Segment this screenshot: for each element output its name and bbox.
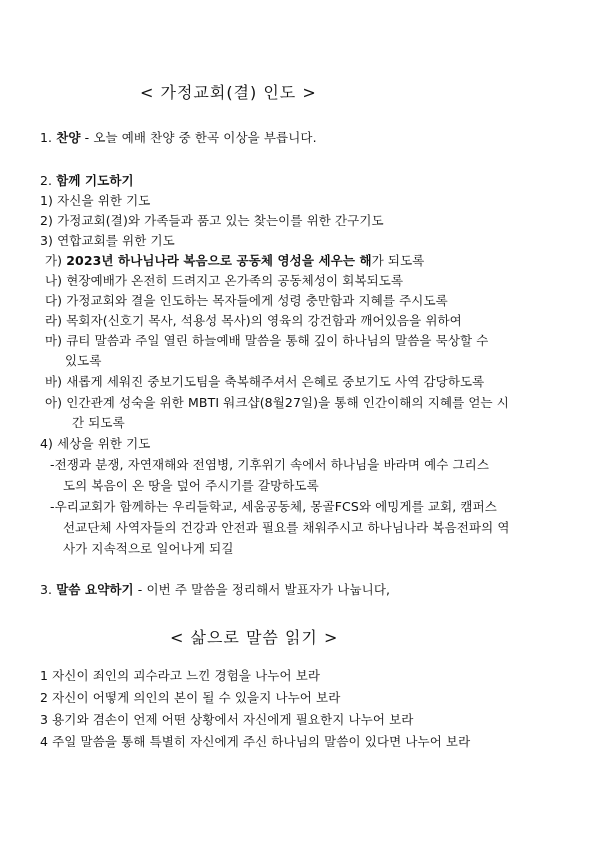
- prayer-subitem-continued: 있도록: [65, 353, 102, 368]
- reading-question: 3 용기와 겸손이 언제 어떤 상황에서 자신에게 필요한지 나누어 보라: [40, 712, 414, 727]
- prayer-subitem: [45, 253, 424, 269]
- prayer-item: 2) 가정교회(결)와 가족들과 품고 있는 찾는이를 위한 간구기도: [40, 213, 384, 228]
- reading-question: 1 자신이 죄인의 괴수라고 느낀 경험을 나누어 보라: [40, 668, 321, 683]
- world-prayer-continued: 도의 복음이 온 땅을 덮어 주시기를 갈망하도록: [63, 478, 319, 493]
- section-number: 2.: [40, 173, 53, 188]
- subitem-suffix: 가 되도록: [371, 253, 425, 268]
- prayer-item: 4) 세상을 위한 기도: [40, 436, 151, 451]
- reading-question: 2 자신이 어떻게 의인의 본이 될 수 있을지 나누어 보라: [40, 690, 341, 705]
- subitem-prefix: 가): [45, 253, 67, 268]
- prayer-subitem: 아) 인간관계 성숙을 위한 MBTI 워크샵(8월27일)을 통해 인간이해의 지혜를 얻는 시: [45, 395, 509, 410]
- section-number: 1.: [40, 130, 53, 145]
- prayer-subitem: 나) 현장예배가 온전히 드려지고 온가족의 공동체성이 회복되도록: [45, 273, 404, 288]
- section-text: - 이번 주 말씀을 정리해서 발표자가 나눕니다,: [133, 582, 391, 597]
- section-chant: [40, 130, 317, 146]
- section-summary: [40, 582, 390, 598]
- prayer-subitem: 라) 목회자(신호기 목사, 석용성 목사)의 영육의 강건함과 깨어있음을 위하여: [45, 313, 462, 328]
- world-prayer: -전쟁과 분쟁, 자연재해와 전염병, 기후위기 속에서 하나님을 바라며 예수 그리스: [50, 457, 490, 472]
- world-prayer-continued: 선교단체 사역자들의 건강과 안전과 필요를 채워주시고 하나님나라 복음전파의 역: [63, 520, 510, 535]
- prayer-subitem: 마) 큐티 말씀과 주일 열린 하늘예배 말씀을 통해 깊이 하나님의 말씀을 묵상할 수: [45, 333, 489, 348]
- reading-title: < 삶으로 말씀 읽기 >: [170, 628, 339, 647]
- section-label: 말씀 요약하기: [56, 582, 134, 597]
- prayer-subitem: 바) 새롭게 세워진 중보기도팀을 축복해주셔서 은혜로 중보기도 사역 감당하도록: [45, 374, 485, 389]
- section-label: 함께 기도하기: [56, 173, 134, 188]
- page-title: < 가정교회(결) 인도 >: [140, 83, 317, 102]
- prayer-subitem-continued: 간 되도록: [72, 415, 125, 430]
- world-prayer-continued: 사가 지속적으로 일어나게 되길: [63, 541, 234, 556]
- section-number: 3.: [40, 582, 53, 597]
- prayer-subitem: 다) 가정교회와 결을 인도하는 목자들에게 성령 충만함과 지혜를 주시도록: [45, 293, 448, 308]
- reading-question: 4 주일 말씀을 통해 특별히 자신에게 주신 하나님의 말씀이 있다면 나누어 보라: [40, 734, 471, 749]
- section-label: 찬양: [56, 130, 81, 145]
- section-text: - 오늘 예배 찬양 중 한곡 이상을 부릅니다.: [80, 130, 317, 145]
- world-prayer: -우리교회가 함께하는 우리들학교, 세움공동체, 몽골FCS와 에밍게를 교회, 캠퍼스: [50, 499, 497, 514]
- prayer-item: 1) 자신을 위한 기도: [40, 193, 151, 208]
- section-prayer-heading: [40, 173, 134, 189]
- prayer-item: 3) 연합교회를 위한 기도: [40, 233, 175, 248]
- year-theme: 2023년 하나님나라 복음으로 공동체 영성을 세우는 해: [66, 253, 372, 268]
